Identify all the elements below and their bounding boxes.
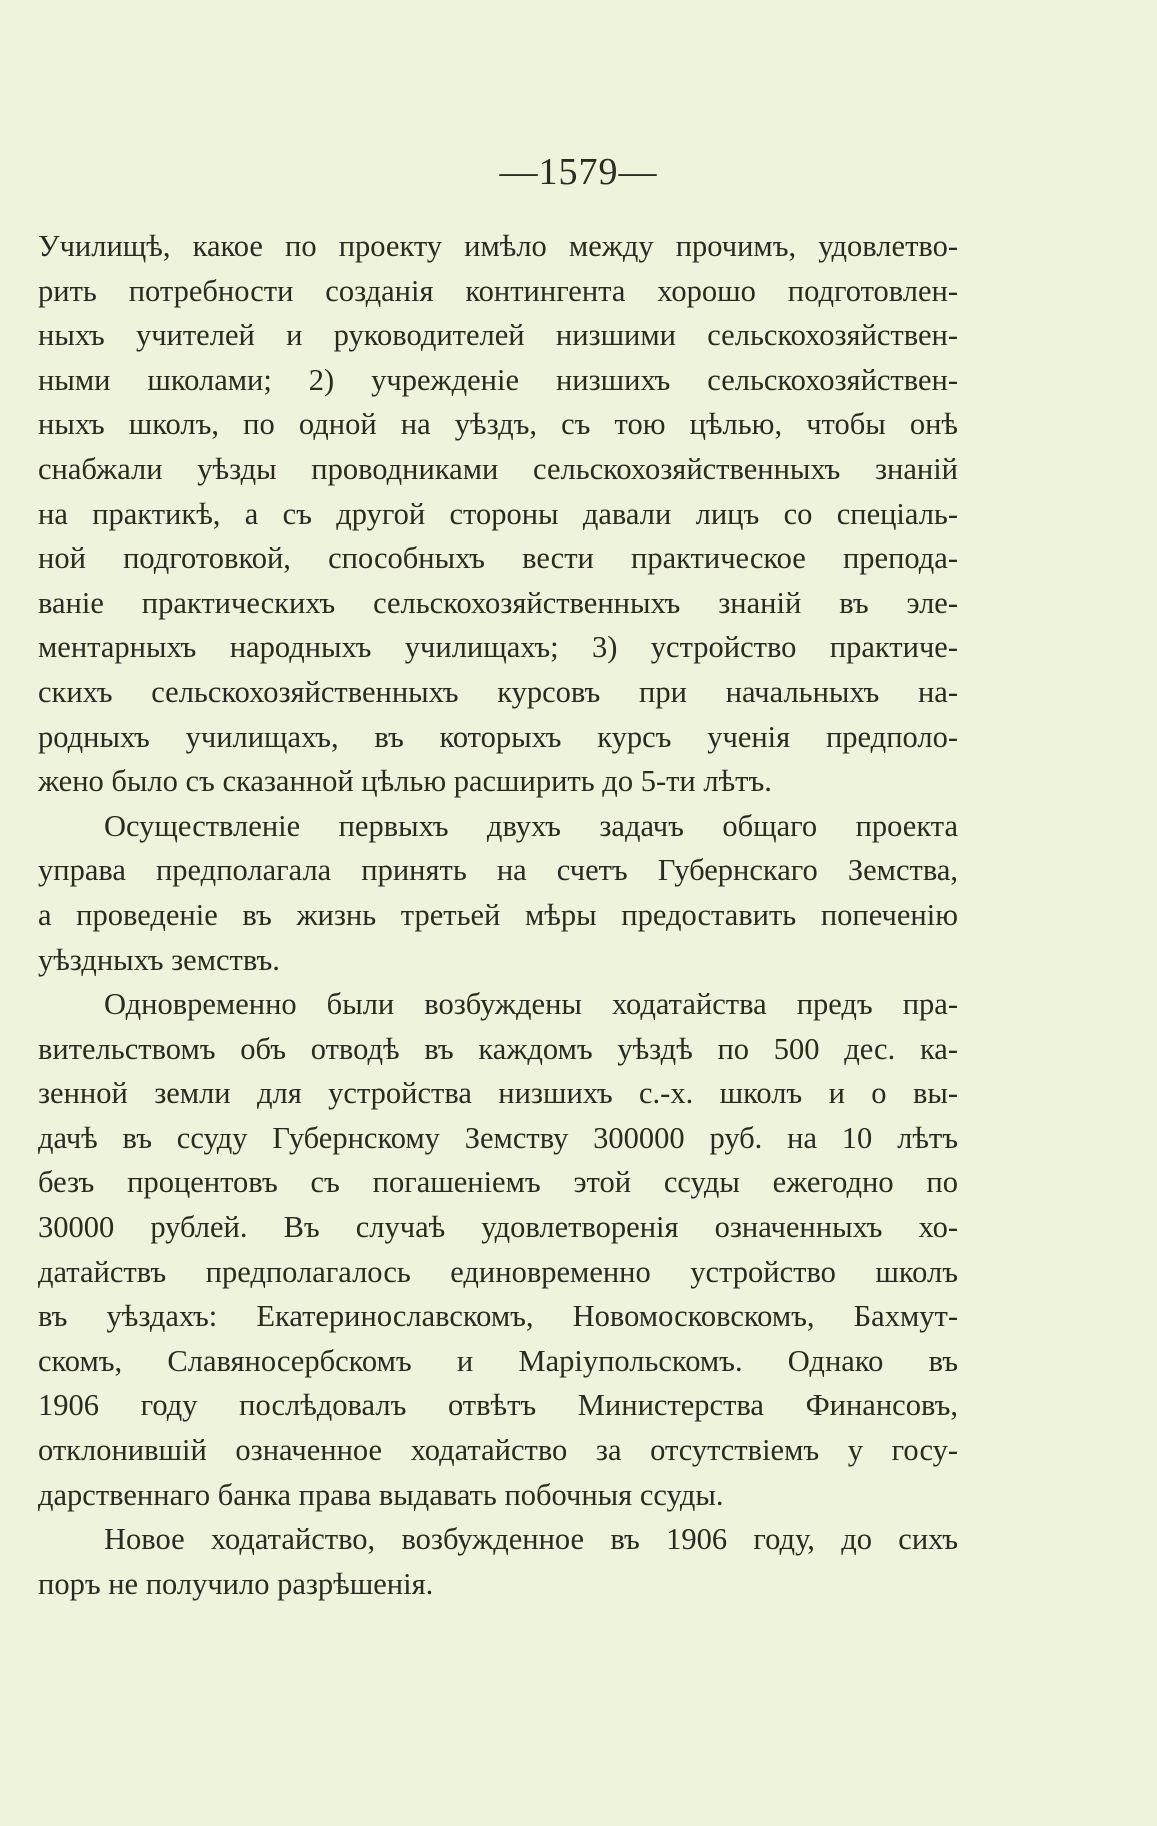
text-line: родныхъ училищахъ, въ которыхъ курсъ ученія предполо- [38,719,958,754]
text-line: дарственнаго банка права выдавать побочныя ссуды. [38,1477,724,1512]
paragraph-first-line: Одновременно были возбуждены ходатайства предъ пра- [104,987,958,1022]
text-line: отклонившій означенное ходатайство за отсутствіемъ у госу- [38,1433,958,1468]
text-line: управа предполагала принять на счетъ Губернскаго Земства, [38,853,958,888]
text-line: а проведеніе въ жизнь третьей мѣры предоставить попеченію [38,897,958,932]
text-line: въ уѣздахъ: Екатеринославскомъ, Новомосковскомъ, Бахмут- [38,1299,958,1334]
text-line: на практикѣ, а съ другой стороны давали лицъ со спеціаль- [38,496,958,531]
text-line: снабжали уѣзды проводниками сельскохозяйственныхъ знаній [38,451,958,486]
text-line: вительствомъ объ отводѣ въ каждомъ уѣздѣ по 500 дес. ка- [38,1031,958,1066]
text-line: скихъ сельскохозяйственныхъ курсовъ при начальныхъ на- [38,674,958,709]
paragraph-first-line: Осуществленіе первыхъ двухъ задачъ общаго проекта [104,808,958,843]
text-line: ныхъ школъ, по одной на уѣздъ, съ тою цѣлью, чтобы онѣ [38,407,958,442]
text-line: дачѣ въ ссуду Губернскому Земству 300000 руб. на 10 лѣтъ [38,1120,958,1155]
text-line: ментарныхъ народныхъ училищахъ; 3) устройство практиче- [38,630,958,665]
page-number: —1579— [499,151,658,193]
text-line: безъ процентовъ съ погашеніемъ этой ссуды ежегодно по [38,1165,958,1200]
text-line: ваніе практическихъ сельскохозяйственныхъ знаній въ эле- [38,585,958,620]
text-line: ной подготовкой, способныхъ вести практическое препода- [38,541,958,576]
text-line: 1906 году послѣдовалъ отвѣтъ Министерства Финансовъ, [38,1388,958,1423]
text-line: ныхъ учителей и руководителей низшими сельскохозяйствен- [38,318,958,353]
text-line: рить потребности созданія контингента хорошо подготовлен- [38,273,958,308]
text-line: ными школами; 2) учрежденіе низшихъ сельскохозяйствен- [38,362,958,397]
text-line: зенной земли для устройства низшихъ с.-х. школъ и о вы- [38,1076,958,1111]
paragraph-first-line: Новое ходатайство, возбужденное въ 1906 году, до сихъ [104,1522,958,1557]
text-line: датайствъ предполагалось единовременно устройство школъ [38,1254,958,1289]
text-line: скомъ, Славяносербскомъ и Маріупольскомъ. Однако въ [38,1343,958,1378]
text-line: уѣздныхъ земствъ. [38,942,280,977]
text-line: Училищѣ, какое по проекту имѣло между прочимъ, удовлетво- [38,229,958,263]
text-line: жено было съ сказанной цѣлью расширить до 5-ти лѣтъ. [38,764,772,799]
text-line: поръ не получило разрѣшенія. [38,1566,434,1601]
body-text [38,224,958,1606]
text-line: 30000 рублей. Въ случаѣ удовлетворенія означенныхъ хо- [38,1210,958,1245]
